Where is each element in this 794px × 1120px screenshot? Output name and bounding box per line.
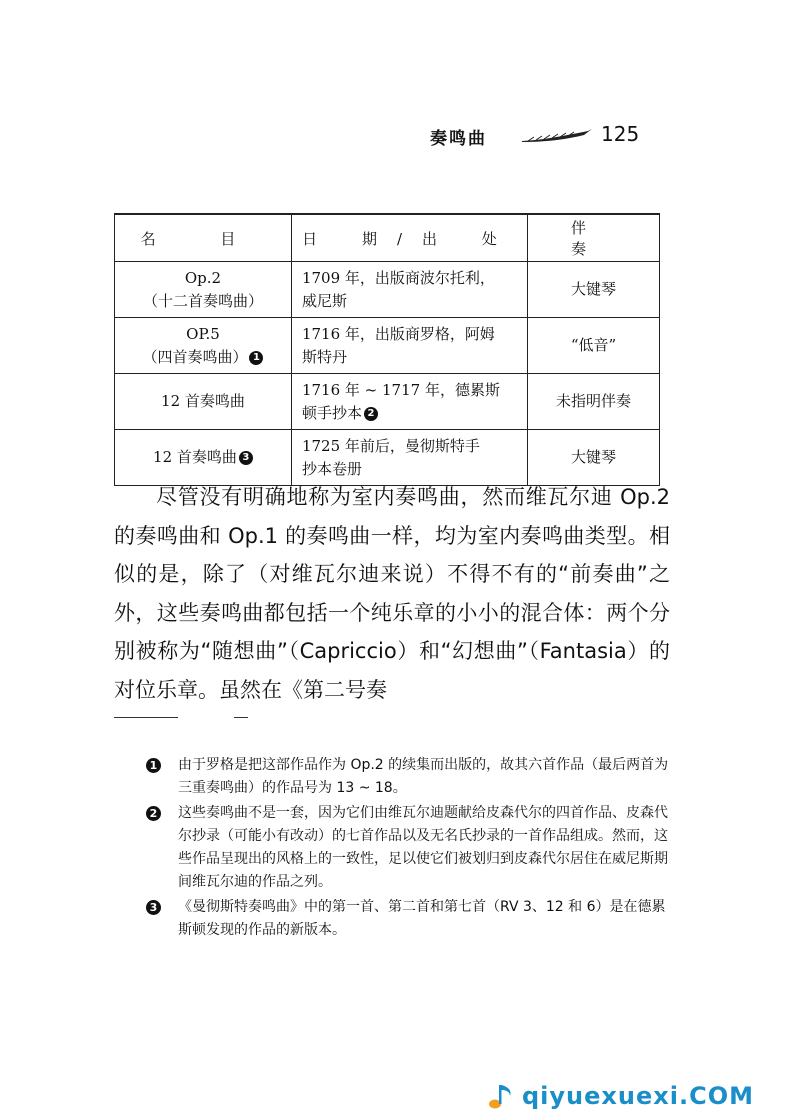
column-header-date: 日 期/出 处 [291,214,527,262]
cell-date: 1709 年，出版商波尔托利， 威尼斯 [291,262,527,318]
footnote-3 [146,896,670,942]
running-header [430,124,650,152]
footnote-text: 这些奏鸣曲不是一套，因为它们由维瓦尔迪题献给皮森代尔的四首作品、皮森代尔抄录（可能小有改动）的七首作品以及无名氏抄录的一首作品组成。然而，这些作品呈现出的风格上的一致性，足以使它们被划归到皮森代尔居住在威尼斯期间维瓦尔迪的作品之列。 [178,805,668,890]
table-row [115,374,660,430]
footnote-text: 《曼彻斯特奏鸣曲》中的第一首、第二首和第七首（RV 3、12 和 6）是在德累斯顿发现的作品的新版本。 [178,899,666,938]
footnote-divider-dash [234,717,248,718]
footnotes [146,754,670,944]
column-header-accompaniment: 伴 奏 [527,214,659,262]
cell-name: Op.2 （十二首奏鸣曲） [115,262,292,318]
cell-name: 12 首奏鸣曲 3 [115,430,292,486]
footnote-divider [114,717,178,718]
table-row [115,318,660,374]
footnote-ref-2[interactable]: 2 [364,407,378,421]
cell-date: 1716 年，出版商罗格，阿姆 斯特丹 [291,318,527,374]
cell-accompaniment: 大键琴 [527,262,659,318]
site-watermark [486,1078,786,1114]
footnote-marker: 2 [146,806,161,821]
cell-accompaniment: “低音” [527,318,659,374]
table-row [115,262,660,318]
footnote-ref-3[interactable]: 3 [239,451,253,465]
footnote-2 [146,802,670,894]
cell-accompaniment: 大键琴 [527,430,659,486]
footnote-marker: 1 [146,758,161,773]
body-paragraph: 尽管没有明确地称为室内奏鸣曲，然而维瓦尔迪 Op.2 的奏鸣曲和 Op.1 的奏鸣曲一样，均为室内奏鸣曲类型。相似的是，除了（对维瓦尔迪来说）不得不有的“前奏曲”之外，这些奏鸣曲都包括一个纯乐章的小小的混合体：两个分别被称为“随想曲”（Capriccio）和“幻想曲”（Fantasia）的对位乐章。虽然在《第二号奏 [114,485,670,702]
cell-accompaniment: 未指明伴奏 [527,374,659,430]
column-header-name: 名 目 [115,214,292,262]
footnote-text: 由于罗格是把这部作品作为 Op.2 的续集而出版的，故其六首作品（最后两首为三重奏鸣曲）的作品号为 13 ~ 18。 [178,757,669,796]
cell-name: OP.5 （四首奏鸣曲） 1 [115,318,292,374]
cell-date: 1725 年前后，曼彻斯特手 抄本卷册 [291,430,527,486]
footnote-marker: 3 [146,900,161,915]
works-table [114,213,660,486]
music-note-icon [486,1082,518,1110]
watermark-text: qiyuexuexi.COM [522,1082,754,1110]
page-number: 125 [601,122,640,146]
chapter-title: 奏鸣曲 [430,129,487,149]
quill-ornament-icon [518,128,608,144]
footnote-1 [146,754,670,800]
cell-name: 12 首奏鸣曲 [115,374,292,430]
footnote-ref-1[interactable]: 1 [249,351,263,365]
cell-date: 1716 年 ~ 1717 年，德累斯 顿手抄本 2 [291,374,527,430]
